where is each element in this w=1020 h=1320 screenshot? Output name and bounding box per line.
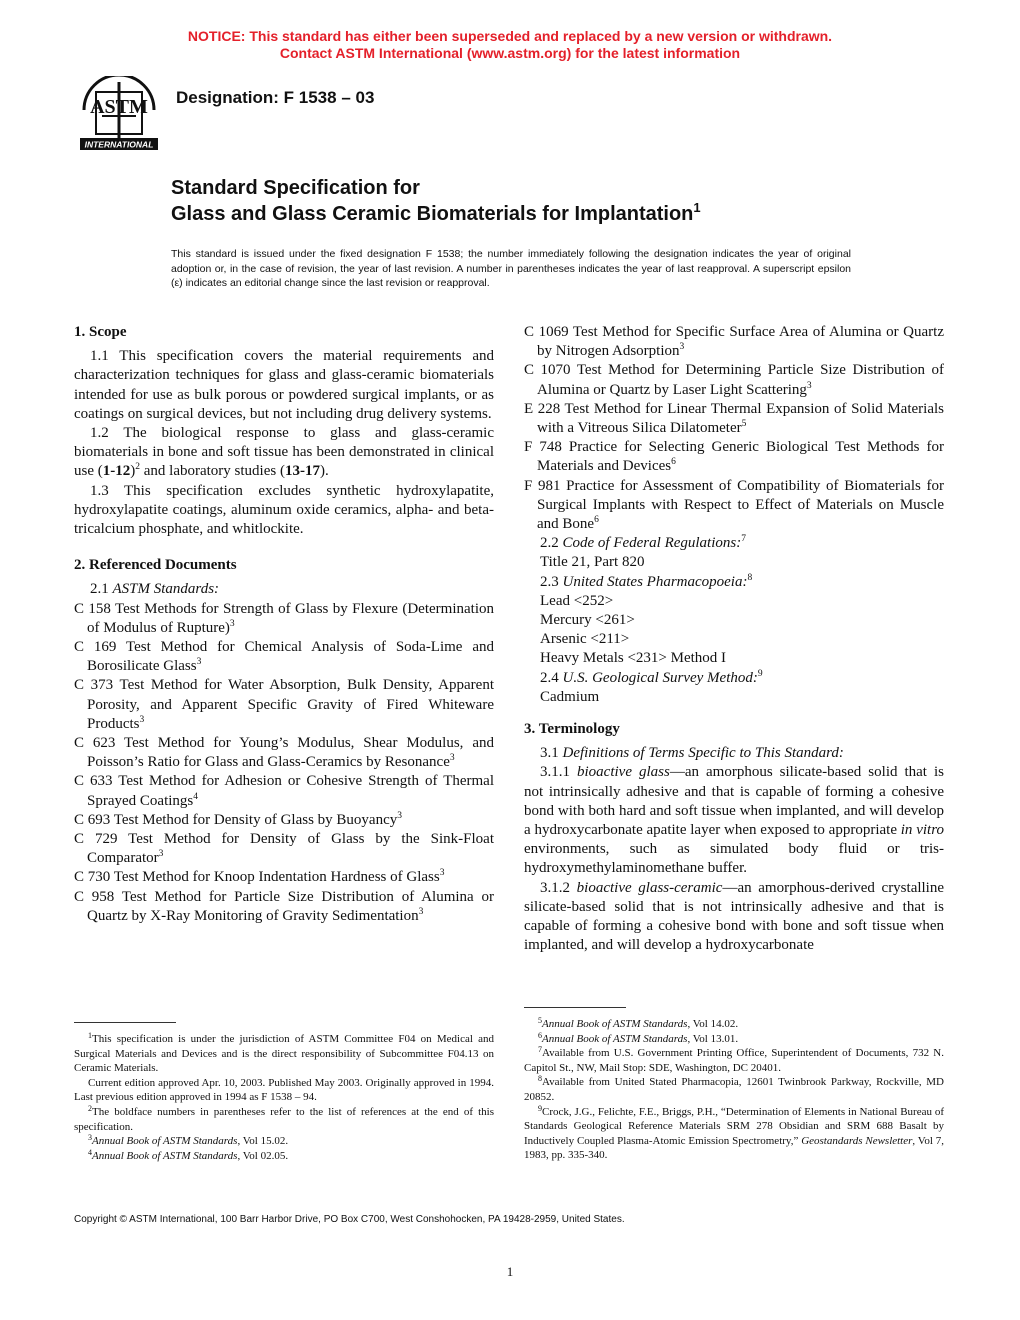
reference-link-1-12[interactable]: 1-12 <box>102 463 131 480</box>
astm-reference-text: F 748 Practice for Selecting Generic Biological Test Methods for Materials and Devices <box>524 439 944 475</box>
footnote-8-text: Available from United Stated Pharmacopia, 12601 Twinbrook Parkway, Rockville, MD 20852. <box>524 1076 944 1103</box>
footnote-5-mark: 5 <box>538 1016 542 1025</box>
scope-1-2 <box>74 424 494 482</box>
usp-item: Heavy Metals <231> Method I <box>540 650 727 667</box>
astm-logo <box>74 76 164 152</box>
cfr-title: Code of Federal Regulations: <box>562 535 742 552</box>
astm-reference-text: C 730 Test Method for Knoop Indentation Hardness of Glass <box>74 869 440 886</box>
footnote-4-mark: 4 <box>88 1147 92 1157</box>
notice-line-2: Contact ASTM International (www.astm.org) for the latest information <box>279 45 741 61</box>
footnote-3-text: , Vol 15.02. <box>237 1135 289 1148</box>
footnote-mark-9[interactable]: 9 <box>757 668 763 679</box>
astm-reference-text: C 373 Test Method for Water Absorption, Bulk Density, Apparent Porosity, and Apparent Specific Gravity of Fired Whiteware Products <box>74 677 494 732</box>
footnote-9-text-a: Crock, J.G., Felichte, F.E., Briggs, P.H., “Determination of Elements in National Bureau of Standards Geological Reference Materials SRM 278 Obsidian and SRM 688 Basalt by Inductively Coupled Plasma-Atomic Emission Spectrometry,” <box>524 1105 944 1147</box>
footnote-1-text: This specification is under the jurisdiction of ASTM Committee F04 on Medical and Surgical Materials and Devices and is the direct responsibility of Subcommittee F04.13 on Ceramic Materials. <box>74 1033 494 1075</box>
astm-reference-item <box>524 323 944 361</box>
usp-item: Mercury <261> <box>540 612 635 629</box>
footnote-9-text-b: , Vol 7, 1983, pp. 335-340. <box>524 1134 944 1162</box>
footnote-1-edition: Current edition approved Apr. 10, 2003. Published May 2003. Originally approved in 1994. Last previous edition approved in 1994 as F 1538 – 94. <box>74 1076 494 1104</box>
astm-reference-footnote-mark[interactable]: 3 <box>229 618 235 629</box>
footnote-3-italic: Annual Book of ASTM Standards <box>92 1135 238 1148</box>
astm-reference-item <box>524 438 944 476</box>
scope-1-2-text-c: and laboratory studies ( <box>140 463 285 480</box>
astm-reference-text: C 623 Test Method for Young’s Modulus, Shear Modulus, and Poisson’s Ratio for Glass and Glass-Ceramics by Resonance <box>74 735 494 771</box>
footnote-9-mark: 9 <box>538 1103 542 1113</box>
usgs-num: 2.4 <box>540 669 559 686</box>
title-line-2 <box>171 201 701 227</box>
logo-subtitle: INTERNATIONAL <box>84 139 154 150</box>
definition-1-text-a: —an amorphous silicate-based solid that is not intrinsically adhesive and that is capable of forming a cohesive bond with both hard and soft tissue when implanted, and will develop a hydroxycarbonate apatite layer when exposed to appropriate <box>524 764 944 839</box>
astm-reference-text: F 981 Practice for Assessment of Compatibility of Biomaterials for Surgical Implants with Respect to Effect of Materials on Muscle and Bone <box>524 477 944 533</box>
section-heading-referenced-documents: 2. Referenced Documents <box>74 557 237 574</box>
logo-letters: ASTM <box>90 96 148 118</box>
usp-item: Arsenic <211> <box>540 631 630 648</box>
footnote-6-text: , Vol 13.01. <box>687 1032 739 1045</box>
astm-reference-item <box>524 477 944 535</box>
astm-reference-item <box>74 868 494 887</box>
right-column <box>524 323 944 956</box>
footnote-8 <box>524 1075 944 1104</box>
astm-reference-item <box>524 361 944 399</box>
footnote-6-italic: Annual Book of ASTM Standards <box>542 1032 688 1045</box>
footnote-2-mark: 2 <box>88 1103 92 1113</box>
astm-reference-footnote-mark[interactable]: 3 <box>449 753 455 764</box>
astm-standards-subheading <box>74 580 494 599</box>
scope-1-3: 1.3 This specification excludes synthetic hydroxylapatite, hydroxylapatite coatings, aluminum oxide ceramics, alpha- and beta-tricalcium phosphate, and whitlockite. <box>74 482 494 538</box>
astm-reference-text: E 228 Test Method for Linear Thermal Expansion of Solid Materials with a Vitreous Silica Dilatometer <box>524 400 944 437</box>
definitions-num: 3.1 <box>540 745 559 762</box>
astm-reference-footnote-mark[interactable]: 6 <box>594 515 599 526</box>
scope-1-2-text-a: 1.2 The biological response to glass and glass-ceramic biomaterials in bone and soft tissue has been demonstrated in clinical use ( <box>74 425 494 480</box>
astm-reference-footnote-mark[interactable]: 3 <box>397 810 402 821</box>
scope-1-2-text-d: ). <box>319 463 329 480</box>
footnote-3 <box>74 1134 494 1149</box>
definition-1-text-b: environments, such as simulated body fluid or tris-hydroxymethylaminomethane buffer. <box>524 841 944 877</box>
astm-standards-num: 2.1 <box>90 581 109 598</box>
copyright-line: Copyright © ASTM International, 100 Barr Harbor Drive, PO Box C700, West Conshohocken, PA 19428-2959, United States. <box>74 1214 625 1225</box>
scope-1-2-text-b: ) <box>130 463 136 480</box>
definition-bioactive-glass-ceramic <box>524 879 944 956</box>
title-footnote-mark[interactable]: 1 <box>693 200 701 215</box>
astm-reference-item <box>74 830 494 868</box>
footnotes-left <box>74 1032 494 1163</box>
astm-reference-item <box>74 734 494 772</box>
usp-subheading <box>524 573 944 592</box>
footnote-8-mark: 8 <box>538 1074 542 1084</box>
astm-reference-item <box>74 638 494 676</box>
definition-1-italic: in vitro <box>900 822 944 839</box>
astm-reference-footnote-mark[interactable]: 3 <box>806 380 812 391</box>
astm-reference-text: C 158 Test Methods for Strength of Glass by Flexure (Determination of Modulus of Rupture) <box>74 600 494 636</box>
definition-1-num: 3.1.1 <box>540 764 570 781</box>
footnote-1 <box>74 1032 494 1076</box>
footnote-9-italic: Geostandards Newsletter <box>801 1134 913 1147</box>
notice-line-1: NOTICE: This standard has either been superseded and replaced by a new version or withdrawn. <box>187 28 833 44</box>
astm-reference-footnote-mark[interactable]: 4 <box>193 791 198 802</box>
document-title <box>171 175 701 227</box>
astm-reference-item <box>74 676 494 734</box>
astm-reference-text: C 729 Test Method for Density of Glass by the Sink-Float Comparator <box>74 831 494 867</box>
footnote-mark-7[interactable]: 7 <box>741 534 746 545</box>
issued-note: This standard is issued under the fixed designation F 1538; the number immediately following the designation indicates the year of original adoption or, in the case of revision, the year of last revision. A number in parentheses indicates the year of last reapproval. A superscript epsilon (ε) indicates an editorial change since the last revision or reapproval. <box>171 248 851 289</box>
footnote-mark-2[interactable]: 2 <box>135 462 140 473</box>
cfr-item: Title 21, Part 820 <box>540 554 645 571</box>
usgs-subheading <box>524 669 944 688</box>
footnote-5 <box>524 1017 944 1032</box>
scope-1-1: 1.1 This specification covers the material requirements and characterization techniques for glass and glass-ceramic biomaterials intended for use as bulk porous or powdered surgical implants, or as coatings on surgical devices, but not including drug delivery systems. <box>74 348 494 422</box>
astm-reference-item <box>74 600 494 638</box>
section-heading-terminology: 3. Terminology <box>524 721 620 738</box>
footnote-divider-right <box>524 1007 626 1008</box>
definition-2-term: bioactive glass-ceramic <box>576 879 723 896</box>
definitions-subheading <box>524 744 944 763</box>
usgs-item: Cadmium <box>540 688 600 705</box>
usgs-title: U.S. Geological Survey Method: <box>562 669 758 686</box>
astm-reference-text: C 1070 Test Method for Determining Particle Size Distribution of Alumina or Quartz by Laser Light Scattering <box>524 362 944 398</box>
footnote-5-text: , Vol 14.02. <box>687 1018 739 1030</box>
footnote-6-mark: 6 <box>538 1030 542 1040</box>
footnote-6 <box>524 1032 944 1047</box>
astm-reference-footnote-mark[interactable]: 3 <box>439 868 445 879</box>
footnote-9 <box>524 1105 944 1163</box>
footnote-3-mark: 3 <box>88 1133 92 1143</box>
astm-logo-icon <box>74 76 164 152</box>
footnote-7 <box>524 1046 944 1075</box>
definitions-title: Definitions of Terms Specific to This Standard: <box>562 745 844 762</box>
astm-reference-item <box>74 888 494 926</box>
astm-reference-footnote-mark[interactable]: 3 <box>679 342 685 353</box>
footnote-4-text: , Vol 02.05. <box>237 1149 289 1162</box>
footnotes-right <box>524 1017 944 1163</box>
footnote-7-mark: 7 <box>538 1045 542 1055</box>
astm-reference-item <box>524 400 944 438</box>
cfr-subheading <box>524 534 944 553</box>
footnote-4 <box>74 1149 494 1164</box>
footnote-divider-left <box>74 1022 176 1023</box>
cfr-num: 2.2 <box>540 535 559 552</box>
astm-reference-list-left <box>74 600 494 926</box>
astm-reference-text: C 169 Test Method for Chemical Analysis of Soda-Lime and Borosilicate Glass <box>74 639 494 675</box>
usp-num: 2.3 <box>540 573 559 590</box>
page-number: 1 <box>506 1264 514 1279</box>
withdrawn-notice <box>0 28 1020 62</box>
astm-reference-footnote-mark[interactable]: 6 <box>671 457 676 468</box>
footnote-2 <box>74 1105 494 1134</box>
astm-reference-list-right <box>524 323 944 534</box>
astm-reference-footnote-mark[interactable]: 5 <box>741 419 747 430</box>
footnote-7-text: Available from U.S. Government Printing Office, Superintendent of Documents, 732 N. Capitol St., NW, Mail Stop: SDE, Washington, DC 20401. <box>524 1047 944 1074</box>
usp-title: United States Pharmacopoeia: <box>562 573 748 590</box>
definition-1-term: bioactive glass <box>577 764 670 781</box>
astm-reference-footnote-mark[interactable]: 3 <box>418 906 424 917</box>
astm-reference-text: C 1069 Test Method for Specific Surface Area of Alumina or Quartz by Nitrogen Adsorption <box>524 324 944 360</box>
section-heading-scope: 1. Scope <box>74 324 127 340</box>
astm-reference-text: C 633 Test Method for Adhesion or Cohesive Strength of Thermal Sprayed Coatings <box>74 773 494 809</box>
definition-bioactive-glass <box>524 763 944 878</box>
footnote-1-mark: 1 <box>88 1031 92 1040</box>
definition-2-text: —an amorphous-derived crystalline silicate-based solid that is not intrinsically adhesive and that is capable of forming a cohesive bond with bone and soft tissue when implanted, and will develop a hydroxycarbonate <box>524 879 945 954</box>
astm-reference-text: C 693 Test Method for Density of Glass by Buoyancy <box>74 811 398 828</box>
footnote-mark-8[interactable]: 8 <box>747 572 753 583</box>
astm-reference-footnote-mark[interactable]: 3 <box>196 657 202 668</box>
astm-reference-item <box>74 772 494 810</box>
astm-standards-title: ASTM Standards: <box>112 581 220 598</box>
usp-item: Lead <252> <box>540 592 614 609</box>
definition-2-num: 3.1.2 <box>540 879 570 896</box>
footnote-5-italic: Annual Book of ASTM Standards <box>542 1018 688 1030</box>
title-line-1: Standard Specification for <box>171 177 420 199</box>
astm-reference-footnote-mark[interactable]: 3 <box>139 714 145 725</box>
title-line-2-text: Glass and Glass Ceramic Biomaterials for Implantation <box>171 203 694 225</box>
astm-reference-footnote-mark[interactable]: 3 <box>158 849 164 860</box>
astm-reference-item <box>74 811 494 830</box>
left-column <box>74 323 494 926</box>
astm-reference-text: C 958 Test Method for Particle Size Distribution of Alumina or Quartz by X-Ray Monitoring of Gravity Sedimentation <box>74 888 494 924</box>
footnote-2-text: The boldface numbers in parentheses refer to the list of references at the end of this specification. <box>74 1105 494 1133</box>
designation: Designation: F 1538 – 03 <box>176 88 375 107</box>
reference-link-13-17[interactable]: 13-17 <box>284 463 320 480</box>
footnote-4-italic: Annual Book of ASTM Standards <box>92 1149 238 1162</box>
